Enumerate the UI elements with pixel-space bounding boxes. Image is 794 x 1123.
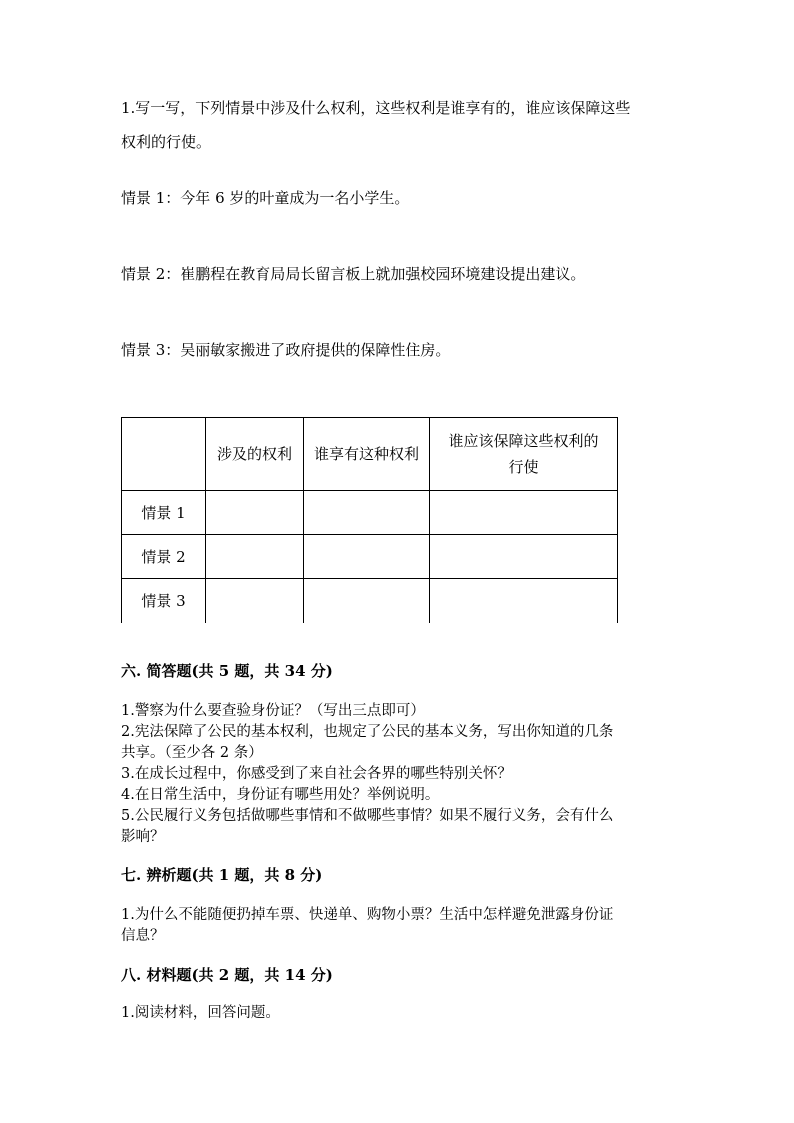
table-header-rights: 涉及的权利 — [206, 418, 304, 491]
table-row-label: 情景 1 — [122, 491, 206, 535]
section-8-item-1: 1.阅读材料，回答问题。 — [121, 1005, 280, 1021]
table-cell — [430, 579, 618, 623]
section-7-item-1-line-1: 1.为什么不能随便扔掉车票、快递单、购物小票？生活中怎样避免泄露身份证 — [121, 907, 614, 923]
section-6-item-4: 4.在日常生活中，身份证有哪些用处？举例说明。 — [121, 787, 440, 803]
section-6-item-5-line-2: 影响？ — [121, 829, 165, 845]
table-header-holder: 谁享有这种权利 — [304, 418, 430, 491]
table-row — [122, 491, 618, 535]
table-header-guarantor-line-2: 行使 — [508, 458, 539, 476]
scene-2-text: 情景 2：崔鹏程在教育局局长留言板上就加强校园环境建设提出建议。 — [121, 265, 586, 283]
table-cell — [304, 535, 430, 579]
table-cell — [304, 579, 430, 623]
table-row — [122, 579, 618, 623]
table-cell — [206, 535, 304, 579]
table-header-guarantor-line-1: 谁应该保障这些权利的 — [448, 432, 599, 450]
question-1-line-1: 1.写一写，下列情景中涉及什么权利，这些权利是谁享有的，谁应该保障这些 — [121, 99, 631, 117]
table-row-label: 情景 2 — [122, 535, 206, 579]
scene-1-text: 情景 1：今年 6 岁的叶童成为一名小学生。 — [121, 189, 410, 207]
section-6-item-5-line-1: 5.公民履行义务包括做哪些事情和不做哪些事情？如果不履行义务，会有什么 — [121, 808, 614, 824]
section-6-title: 六. 简答题(共 5 题，共 34 分) — [121, 662, 333, 680]
table-cell — [304, 491, 430, 535]
rights-table — [121, 417, 618, 623]
table-cell — [430, 491, 618, 535]
table-row — [122, 535, 618, 579]
section-7-item-1-line-2: 信息？ — [121, 928, 165, 944]
table-cell — [430, 535, 618, 579]
section-6-item-2-line-2: 共享。（至少各 2 条） — [121, 745, 263, 761]
section-8-title: 八. 材料题(共 2 题，共 14 分) — [121, 966, 333, 984]
table-row-label: 情景 3 — [122, 579, 206, 623]
scene-3-text: 情景 3：吴丽敏家搬进了政府提供的保障性住房。 — [121, 341, 451, 359]
question-1-line-2: 权利的行使。 — [121, 133, 212, 151]
section-6-item-3: 3.在成长过程中，你感受到了来自社会各界的哪些特别关怀？ — [121, 766, 512, 782]
table-header-guarantor — [430, 418, 618, 491]
section-7-title: 七. 辨析题(共 1 题，共 8 分) — [121, 866, 323, 884]
table-header-row — [122, 418, 618, 491]
section-6-item-2-line-1: 2.宪法保障了公民的基本权利，也规定了公民的基本义务，写出你知道的几条 — [121, 724, 614, 740]
table-header-corner — [122, 418, 206, 491]
section-6-item-1: 1.警察为什么要查验身份证？（写出三点即可） — [121, 703, 425, 719]
table-cell — [206, 579, 304, 623]
table-cell — [206, 491, 304, 535]
